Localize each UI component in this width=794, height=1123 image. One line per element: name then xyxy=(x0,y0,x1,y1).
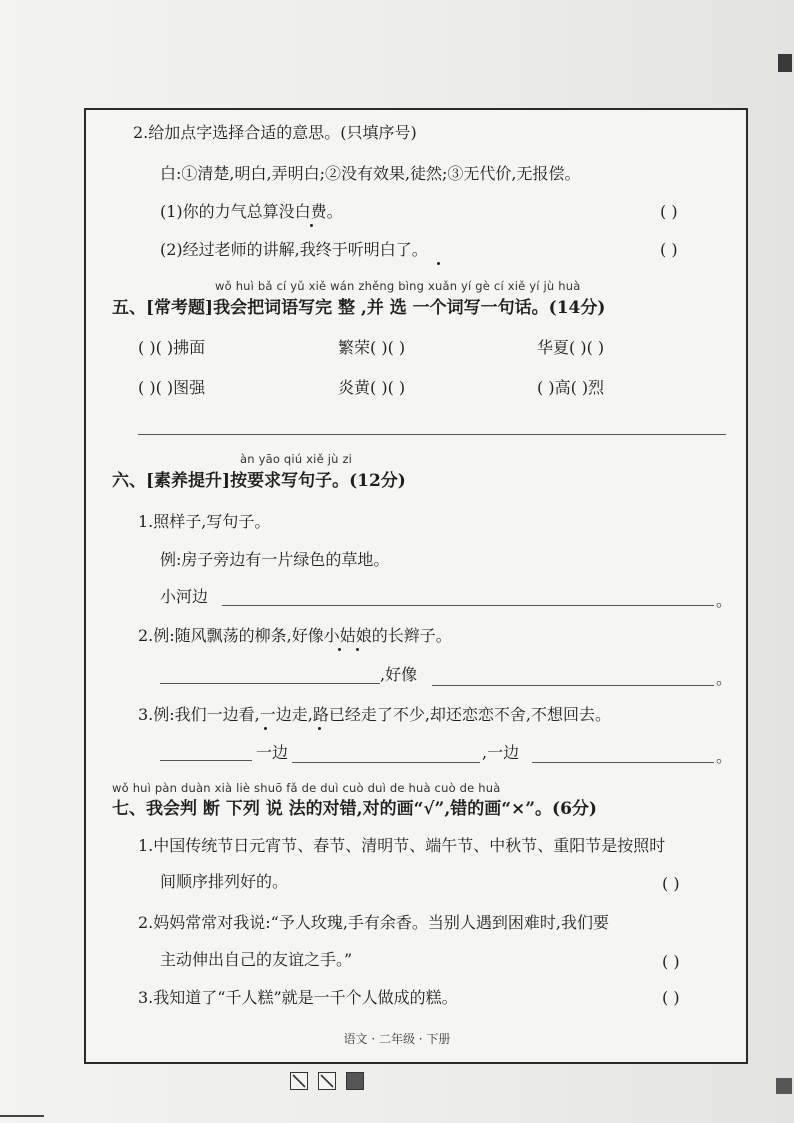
emphasis-dot xyxy=(318,727,321,730)
s5-row2-item3[interactable]: ( )高( )烈 xyxy=(537,378,605,397)
s7-title: 七、我会判 断 下列 说 法的对错,对的画“√”,错的画“×”。(6分) xyxy=(112,799,597,819)
s7-q2-line1: 2.妈妈常常对我说:“予人玫瑰,手有余香。当别人遇到困难时,我们要 xyxy=(138,913,610,932)
s7-pinyin: wǒ huì pàn duàn xià liè shuō fǎ de duì cuò duì de huà cuò de huà xyxy=(112,781,501,795)
s6-q2-answer-line-2[interactable] xyxy=(432,685,714,686)
s6-q3-mid-b: ,一边 xyxy=(482,743,520,762)
s5-sentence-line[interactable] xyxy=(138,434,726,435)
s6-q2-mid: ,好像 xyxy=(380,665,418,684)
emphasis-dot xyxy=(264,727,267,730)
s7-q2-answer[interactable]: ( ) xyxy=(662,952,680,971)
edge-line-bottom-left xyxy=(0,1115,44,1117)
s5-row2-item2[interactable]: 炎黄( )( ) xyxy=(338,378,406,397)
emphasis-dot xyxy=(310,224,313,227)
s6-q1-example: 例:房子旁边有一片绿色的草地。 xyxy=(160,550,390,569)
emphasis-dot xyxy=(338,648,341,651)
q2-item-1: (1)你的力气总算没白费。 xyxy=(160,202,343,221)
emphasis-dot xyxy=(437,262,440,265)
q2-item-2-answer[interactable]: ( ) xyxy=(660,240,678,259)
s7-q1-line1: 1.中国传统节日元宵节、春节、清明节、端午节、中秋节、重阳节是按照时 xyxy=(138,836,666,855)
s6-q3: 3.例:我们一边看,一边走,路已经走了不少,却还恋恋不舍,不想回去。 xyxy=(138,705,612,724)
s6-q3-answer-line-3[interactable] xyxy=(532,762,714,763)
s5-row2-item1[interactable]: ( )( )图强 xyxy=(138,378,206,397)
page-footer: 语文 · 二年级 · 下册 xyxy=(343,1032,451,1046)
s6-q1-period: 。 xyxy=(716,591,733,610)
s6-q1: 1.照样子,写句子。 xyxy=(138,512,271,531)
corner-mark-bottom-right xyxy=(776,1078,792,1094)
s7-q1-line2: 间顺序排列好的。 xyxy=(160,872,289,891)
s7-q1-answer[interactable]: ( ) xyxy=(662,874,680,893)
s5-title: 五、[常考题]我会把词语写完 整 ,并 选 一个词写一句话。(14分) xyxy=(112,298,606,318)
q2-title: 2.给加点字选择合适的意思。(只填序号) xyxy=(133,123,417,142)
s6-title: 六、[素养提升]按要求写句子。(12分) xyxy=(112,471,406,491)
q2-meanings: 白:①清楚,明白,弄明白;②没有效果,徒然;③无代价,无报偿。 xyxy=(160,164,581,183)
emphasis-dot xyxy=(356,648,359,651)
s7-q2-line2: 主动伸出自己的友谊之手。” xyxy=(160,950,353,969)
s6-q3-answer-line-2[interactable] xyxy=(292,762,480,763)
s5-pinyin: wǒ huì bǎ cí yǔ xiě wán zhěng bìng xuǎn yí gè cí xiě yí jù huà xyxy=(215,279,581,293)
slash-box-icon xyxy=(290,1072,308,1090)
s6-q3-mid-a: 一边 xyxy=(256,743,289,762)
s6-q2: 2.例:随风飘荡的柳条,好像小姑娘的长辫子。 xyxy=(138,626,452,645)
s5-row1-item1[interactable]: ( )( )拂面 xyxy=(138,338,206,357)
s6-q1-lead: 小河边 xyxy=(160,587,209,606)
s6-pinyin: àn yāo qiú xiě jù zi xyxy=(240,452,353,466)
s6-q3-answer-line-1[interactable] xyxy=(160,760,252,761)
q2-item-1-answer[interactable]: ( ) xyxy=(660,202,678,221)
s6-q1-answer-line[interactable] xyxy=(222,605,714,606)
q2-item-2: (2)经过老师的讲解,我终于听明白了。 xyxy=(160,240,428,259)
s6-q2-period: 。 xyxy=(716,669,733,688)
s7-q3: 3.我知道了“千人糕”就是一千个人做成的糕。 xyxy=(138,988,458,1007)
corner-mark-top-right xyxy=(778,54,792,72)
s7-q3-answer[interactable]: ( ) xyxy=(662,988,680,1007)
s6-q3-period: 。 xyxy=(716,747,733,766)
slash-box-icon xyxy=(318,1072,336,1090)
filled-box-icon xyxy=(346,1072,364,1090)
s6-q2-answer-line-1[interactable] xyxy=(160,683,380,684)
s5-row1-item2[interactable]: 繁荣( )( ) xyxy=(338,338,406,357)
s5-row1-item3[interactable]: 华夏( )( ) xyxy=(537,338,605,357)
